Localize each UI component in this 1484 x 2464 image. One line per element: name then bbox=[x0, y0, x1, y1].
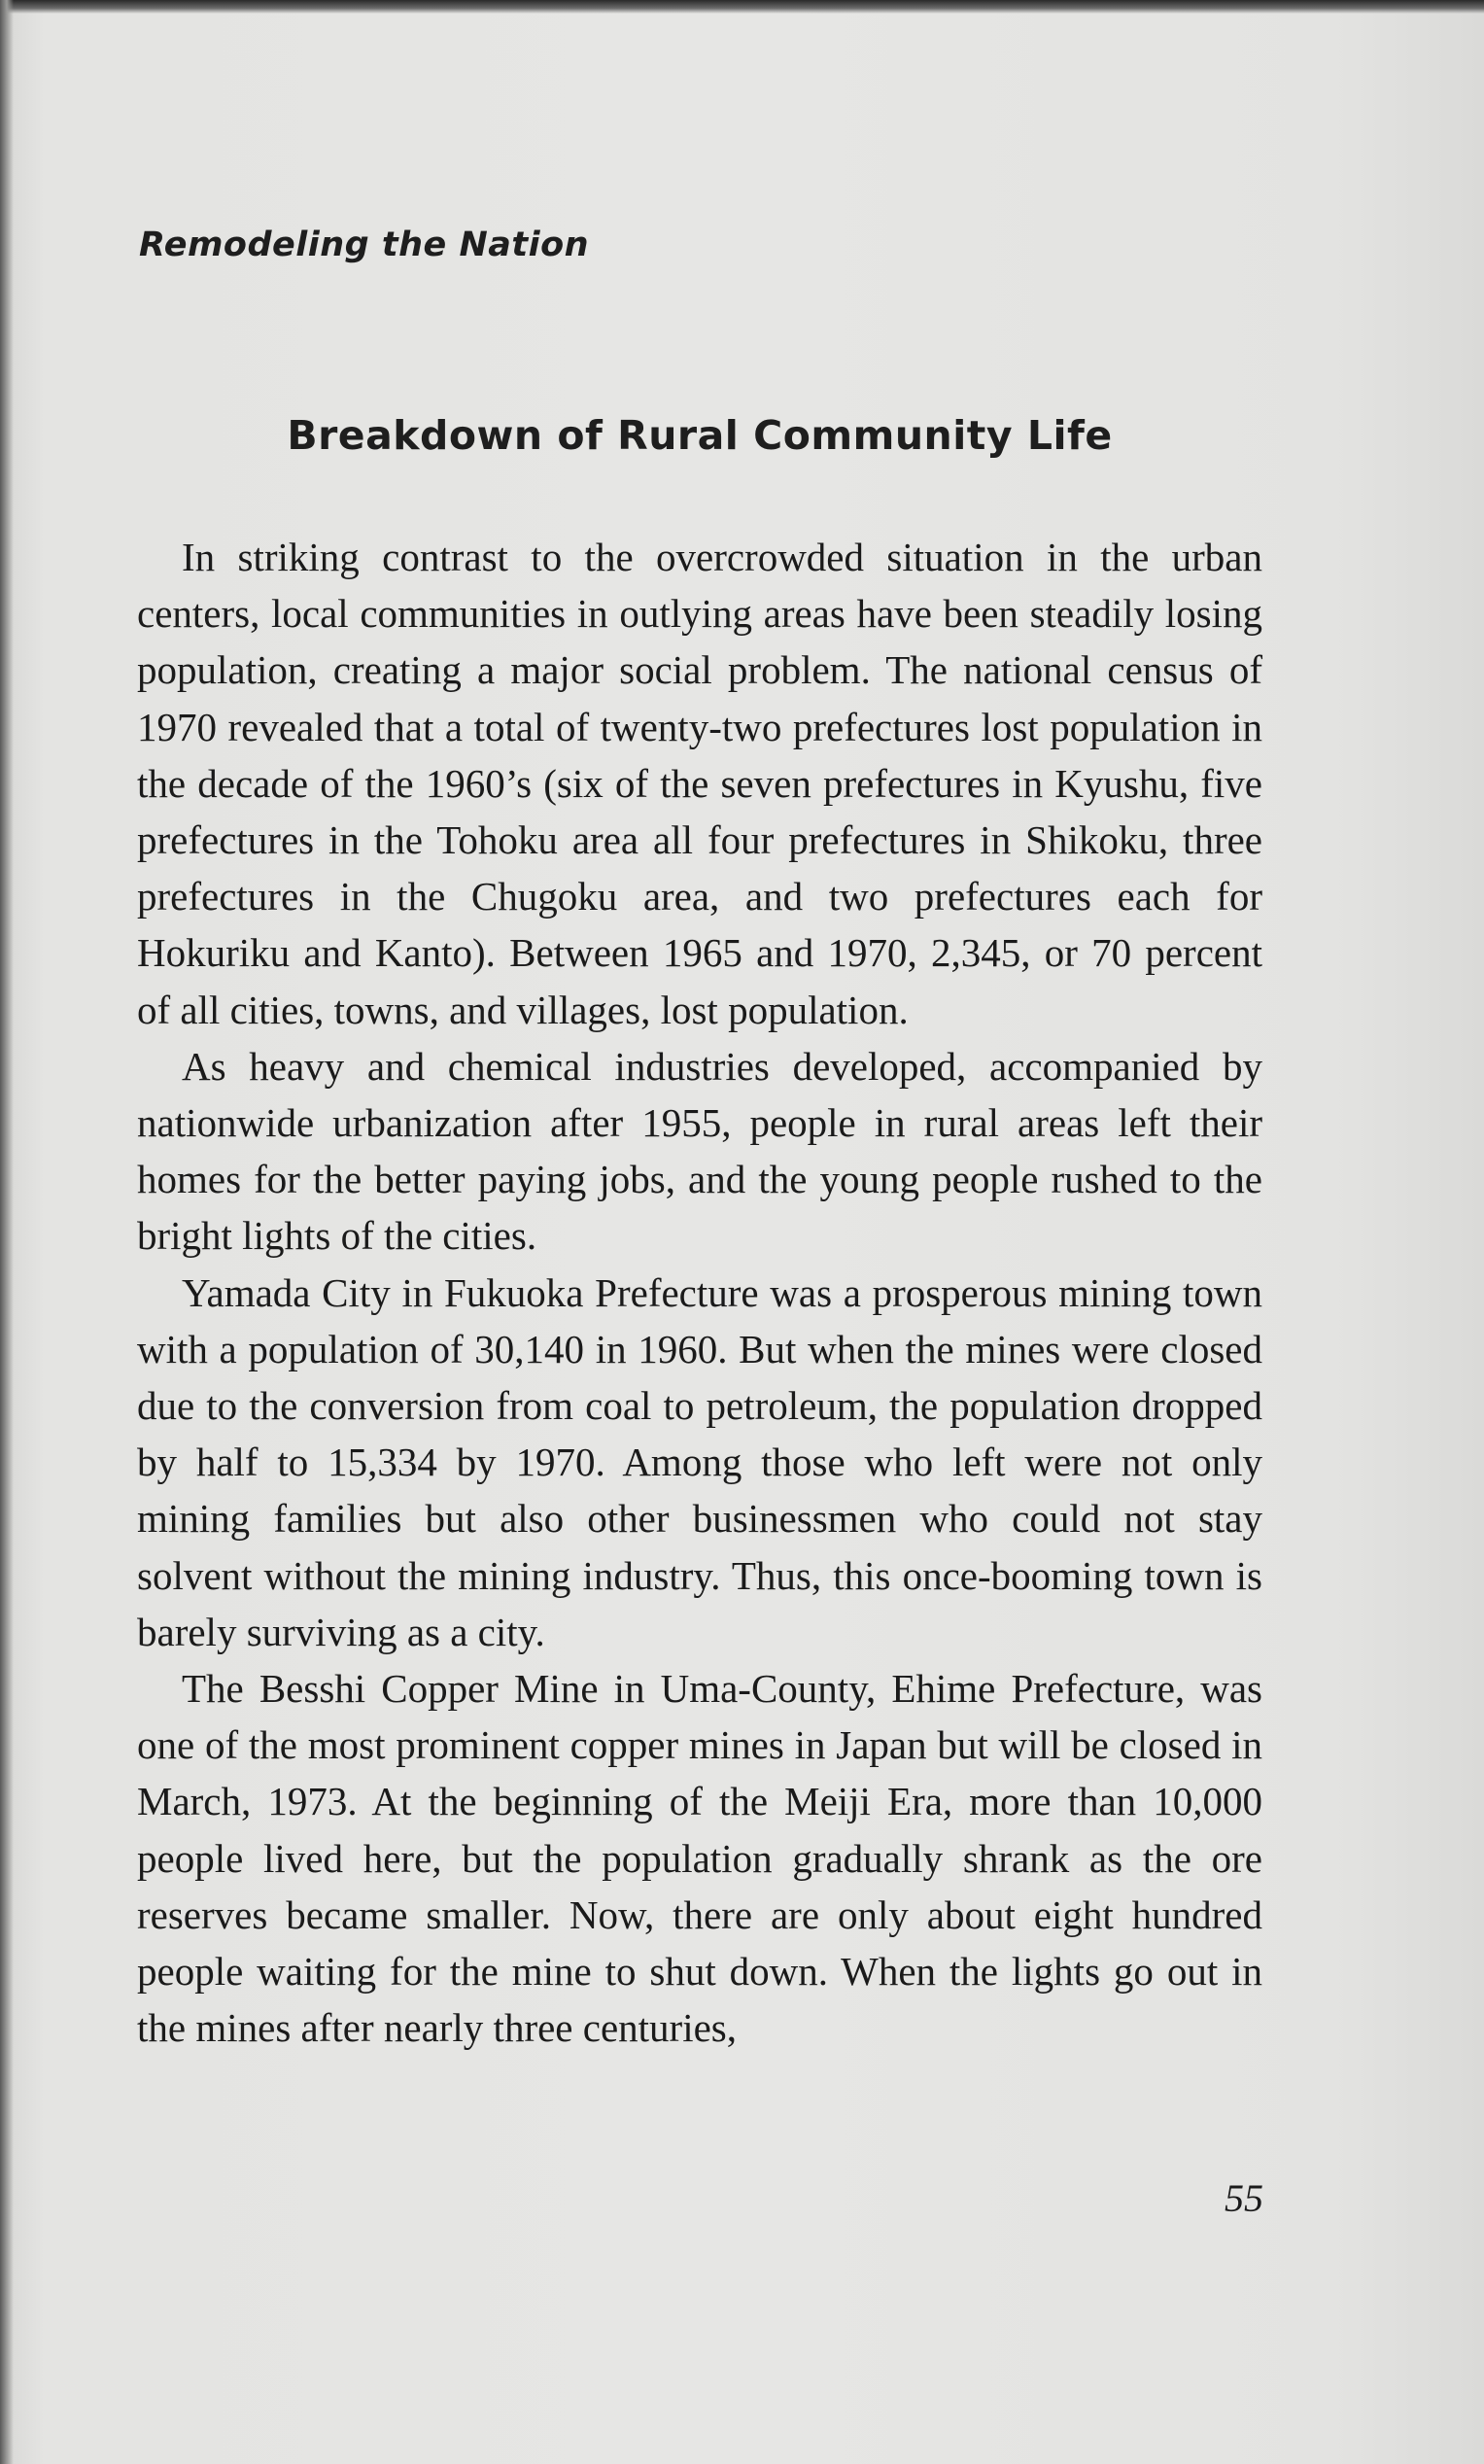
body-text bbox=[137, 529, 1262, 2056]
paragraph: Yamada City in Fukuoka Prefecture was a prosperous mining town with a population of 30,140 in 1960. But when the mines were closed due to the conversion from coal to petroleum, the population dropped by half to 15,334 by 1970. Among those who left were not only mining families but also other businessmen who could not stay solvent without the mining industry. Thus, this once-booming town is barely surviving as a city. bbox=[137, 1269, 1262, 1654]
section-title: Breakdown of Rural Community Life bbox=[287, 412, 1113, 459]
paragraph: In striking contrast to the overcrowded situation in the urban centers, local communities in outlying areas have been steadily losing population, creating a major social problem. The national census of 1970 revealed that a total of twenty-two prefectures lost population in the decade of the 1960’s (six of the seven prefectures in Kyushu, five prefectures in the Tohoku area all four prefectures in Shikoku, three prefectures in the Chugoku area, and two prefectures each for Hokuriku and Kanto). Between 1965 and 1970, 2,345, or 70 percent of all cities, towns, and villages, lost population. bbox=[137, 535, 1262, 1032]
running-head: Remodeling the Nation bbox=[139, 226, 590, 264]
page-number: 55 bbox=[1225, 2176, 1263, 2220]
paragraph: As heavy and chemical industries developed, accompanied by nationwide urbanization after 1955, people in rural areas left their homes for the better paying jobs, and the young people rushed to the bright lights of the cities. bbox=[137, 1043, 1262, 1259]
paragraph: The Besshi Copper Mine in Uma-County, Ehime Prefecture, was one of the most prominent copper mines in Japan but will be closed in March, 1973. At the beginning of the Meiji Era, more than 10,000 people lived here, but the population gradually shrank as the ore reserves became smaller. Now, there are only about eight hundred people waiting for the mine to shut down. When the lights go out in the mines after nearly three centuries, bbox=[137, 1666, 1262, 2051]
